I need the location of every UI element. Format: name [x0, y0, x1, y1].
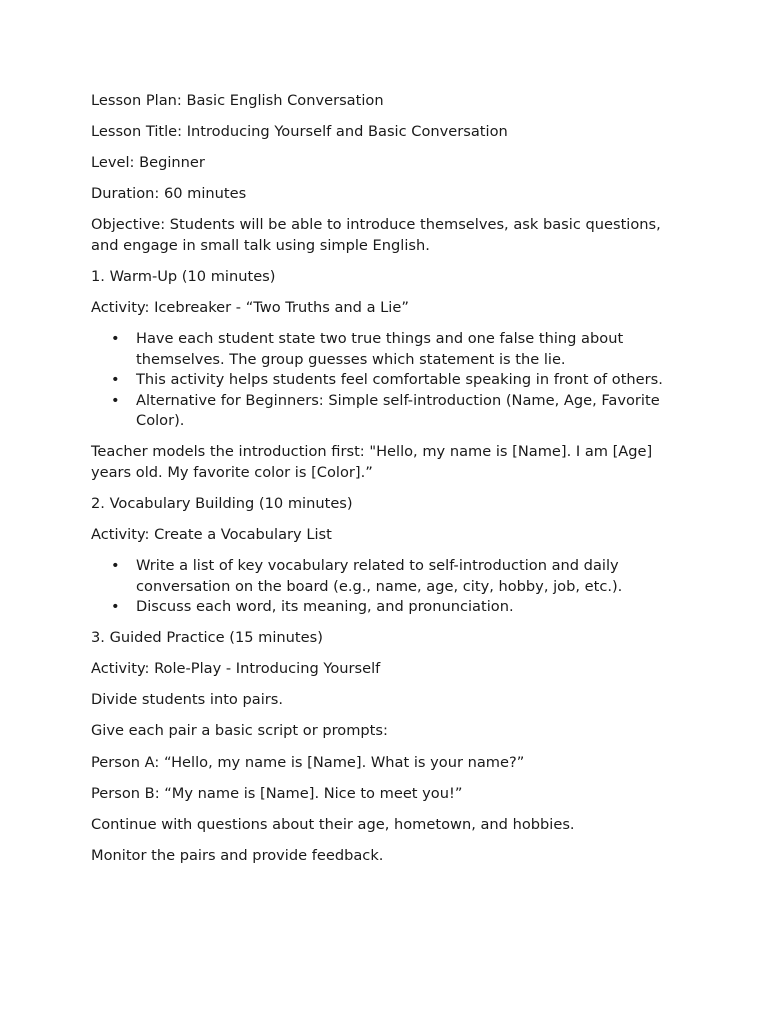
dialogue-line-person-b: Person B: “My name is [Name]. Nice to meet you!”	[91, 784, 463, 802]
teacher-model-paragraph: Teacher models the introduction first: "Hello, my name is [Name]. I am [Age] years old. My favorite color is [Color].”	[91, 443, 653, 481]
section-heading-guided-practice: 3. Guided Practice (15 minutes)	[91, 629, 323, 647]
lesson-title: Lesson Title: Introducing Yourself and Basic Conversation	[91, 123, 508, 141]
bullet-icon: •	[111, 391, 120, 409]
activity-line-vocabulary: Activity: Create a Vocabulary List	[91, 525, 332, 543]
list-item	[111, 597, 687, 618]
plan-title: Lesson Plan: Basic English Conversation	[91, 92, 384, 109]
bullet-icon: •	[111, 330, 120, 348]
instruction-line: Divide students into pairs.	[91, 691, 283, 709]
section-heading-vocabulary: 2. Vocabulary Building (10 minutes)	[91, 494, 353, 512]
list-item-text: Have each student state two true things and one false thing about themselves. The group guesses which statement is the lie.	[136, 330, 624, 368]
list-item	[111, 370, 687, 391]
instruction-line: Monitor the pairs and provide feedback.	[91, 846, 384, 864]
bullet-list-warm-up	[91, 329, 687, 432]
bullet-list-vocabulary	[91, 556, 687, 618]
instruction-line: Give each pair a basic script or prompts:	[91, 722, 388, 740]
section-heading-warm-up: 1. Warm-Up (10 minutes)	[91, 267, 276, 285]
instruction-line: Continue with questions about their age, hometown, and hobbies.	[91, 815, 575, 833]
dialogue-line-person-a: Person A: “Hello, my name is [Name]. What is your name?”	[91, 753, 525, 771]
list-item	[111, 556, 687, 597]
bullet-icon: •	[111, 557, 120, 575]
activity-line-guided-practice: Activity: Role-Play - Introducing Yourself	[91, 660, 381, 678]
list-item	[111, 391, 687, 432]
list-item-text: Alternative for Beginners: Simple self-introduction (Name, Age, Favorite Color).	[136, 391, 660, 430]
duration-line: Duration: 60 minutes	[91, 185, 247, 203]
list-item-text: This activity helps students feel comfortable speaking in front of others.	[136, 371, 663, 389]
document-body	[91, 91, 687, 877]
list-item	[111, 329, 687, 370]
list-item-text: Discuss each word, its meaning, and pronunciation.	[136, 598, 514, 616]
bullet-icon: •	[111, 598, 120, 616]
activity-line-warm-up: Activity: Icebreaker - “Two Truths and a Lie”	[91, 299, 409, 317]
objective-paragraph: Objective: Students will be able to introduce themselves, ask basic questions, and engage in small talk using simple English.	[91, 216, 661, 254]
list-item-text: Write a list of key vocabulary related to self-introduction and daily conversation on the board (e.g., name, age, city, hobby, job, etc.).	[136, 557, 623, 595]
bullet-icon: •	[111, 371, 120, 389]
level-line: Level: Beginner	[91, 154, 205, 172]
